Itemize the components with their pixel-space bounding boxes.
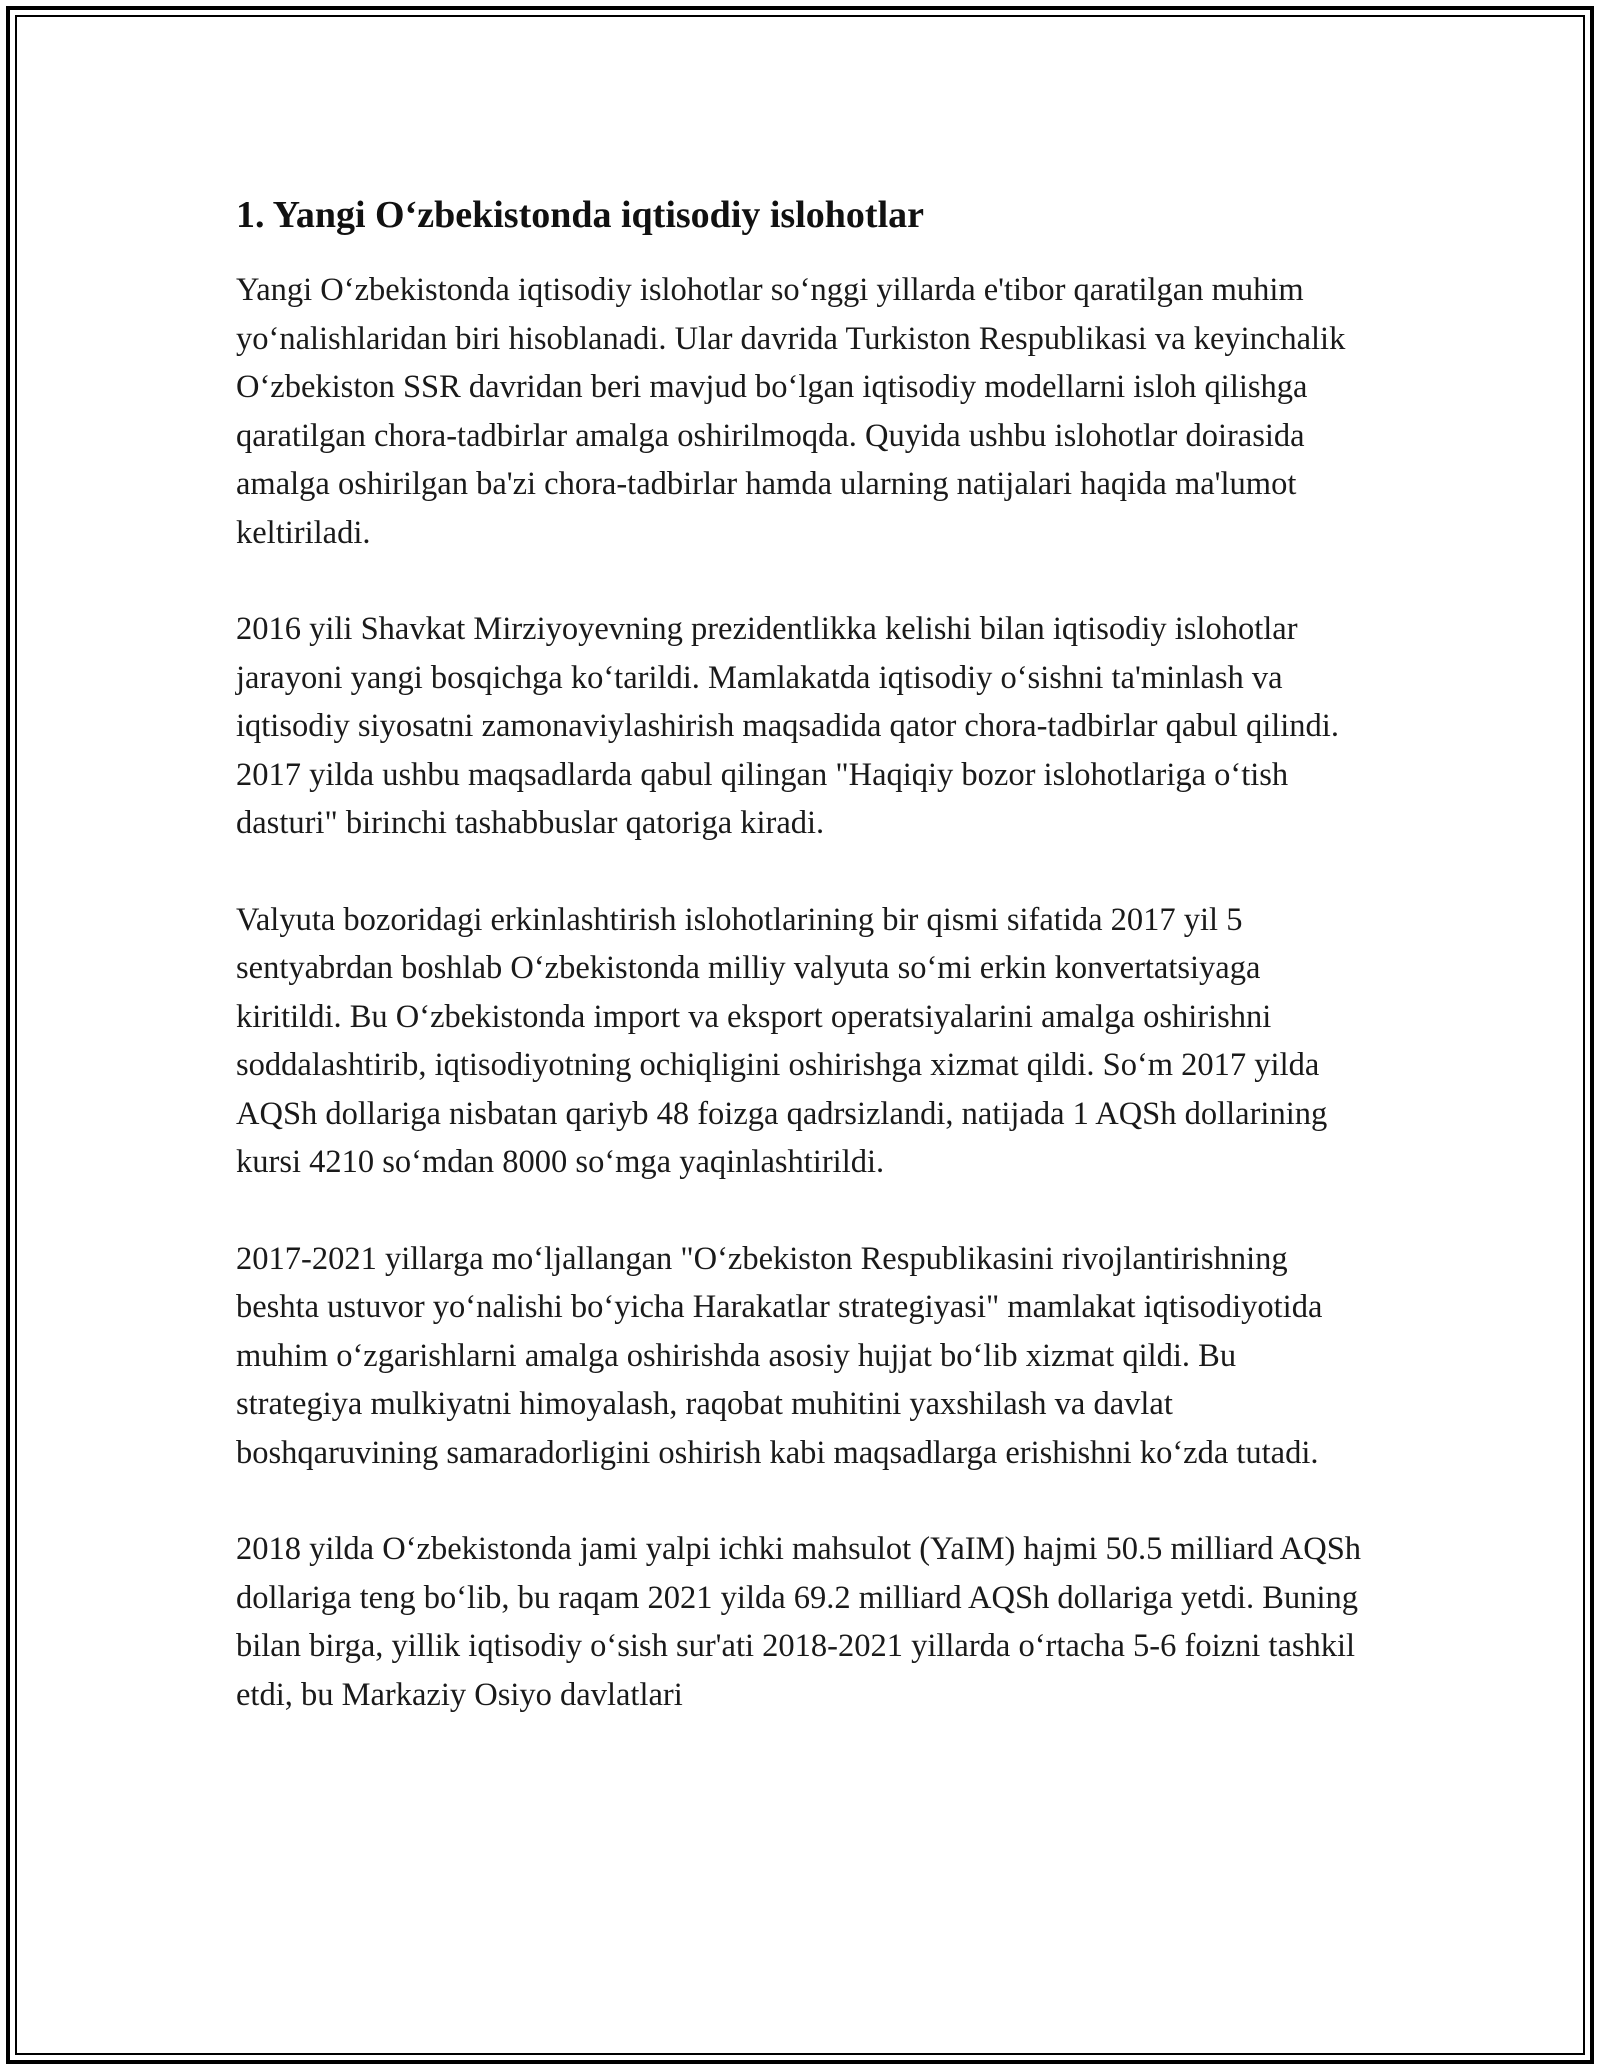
- paragraph-2016-reforms: 2016 yili Shavkat Mirziyoyevning prezidentlikka kelishi bilan iqtisodiy islohotlar jarayoni yangi bosqichga ko‘tarildi. Mamlakatda iqtisodiy o‘sishni ta'minlash va iqtisodiy siyosatni zamonaviylashirish maqsadida qator chora-tadbirlar qabul qilindi. 2017 yilda ushbu maqsadlarda qabul qilingan "Haqiqiy bozor islohotlariga o‘tish dasturi" birinchi tashabbuslar qatoriga kiradi.: [236, 611, 1339, 841]
- paragraph-gdp-growth: 2018 yilda O‘zbekistonda jami yalpi ichki mahsulot (YaIM) hajmi 50.5 milliard AQSh dollariga teng bo‘lib, bu raqam 2021 yilda 69.2 milliard AQSh dollariga yetdi. Buning bilan birga, yillik iqtisodiy o‘sish sur'ati 2018-2021 yillarda o‘rtacha 5-6 foizni tashkil etdi, bu Markaziy Osiyo davlatlari: [236, 1531, 1362, 1713]
- document-body: [236, 190, 1366, 1767]
- paragraph-intro: Yangi O‘zbekistonda iqtisodiy islohotlar so‘nggi yillarda e'tibor qaratilgan muhim yo‘nalishlaridan biri hisoblanadi. Ular davrida Turkiston Respublikasi va keyinchalik O‘zbekiston SSR davridan beri mavjud bo‘lgan iqtisodiy modellarni isloh qilishga qaratilgan chora-tadbirlar amalga oshirilmoqda. Quyida ushbu islohotlar doirasida amalga oshirilgan ba'zi chora-tadbirlar hamda ularning natijalari haqida ma'lumot keltiriladi.: [236, 272, 1346, 551]
- section-title: 1. Yangi O‘zbekistonda iqtisodiy islohotlar: [236, 194, 924, 236]
- paragraph-currency-liberalization: Valyuta bozoridagi erkinlashtirish islohotlarining bir qismi sifatida 2017 yil 5 sentyabrdan boshlab O‘zbekistonda milliy valyuta so‘mi erkin konvertatsiyaga kiritildi. Bu O‘zbekistonda import va eksport operatsiyalarini amalga oshirishni soddalashtirib, iqtisodiyotning ochiqligini oshirishga xizmat qildi. So‘m 2017 yilda AQSh dollariga nisbatan qariyb 48 foizga qadrsizlandi, natijada 1 AQSh dollarining kursi 4210 so‘mdan 8000 so‘mga yaqinlashtirildi.: [236, 901, 1328, 1180]
- paragraph-action-strategy: 2017-2021 yillarga mo‘ljallangan "O‘zbekiston Respublikasini rivojlantirishning beshta ustuvor yo‘nalishi bo‘yicha Harakatlar strategiyasi" mamlakat iqtisodiyotida muhim o‘zgarishlarni amalga oshirishda asosiy hujjat bo‘lib xizmat qildi. Bu strategiya mulkiyatni himoyalash, raqobat muhitini yaxshilash va davlat boshqaruvining samaradorligini oshirish kabi maqsadlarga erishishni ko‘zda tutadi.: [236, 1240, 1323, 1471]
